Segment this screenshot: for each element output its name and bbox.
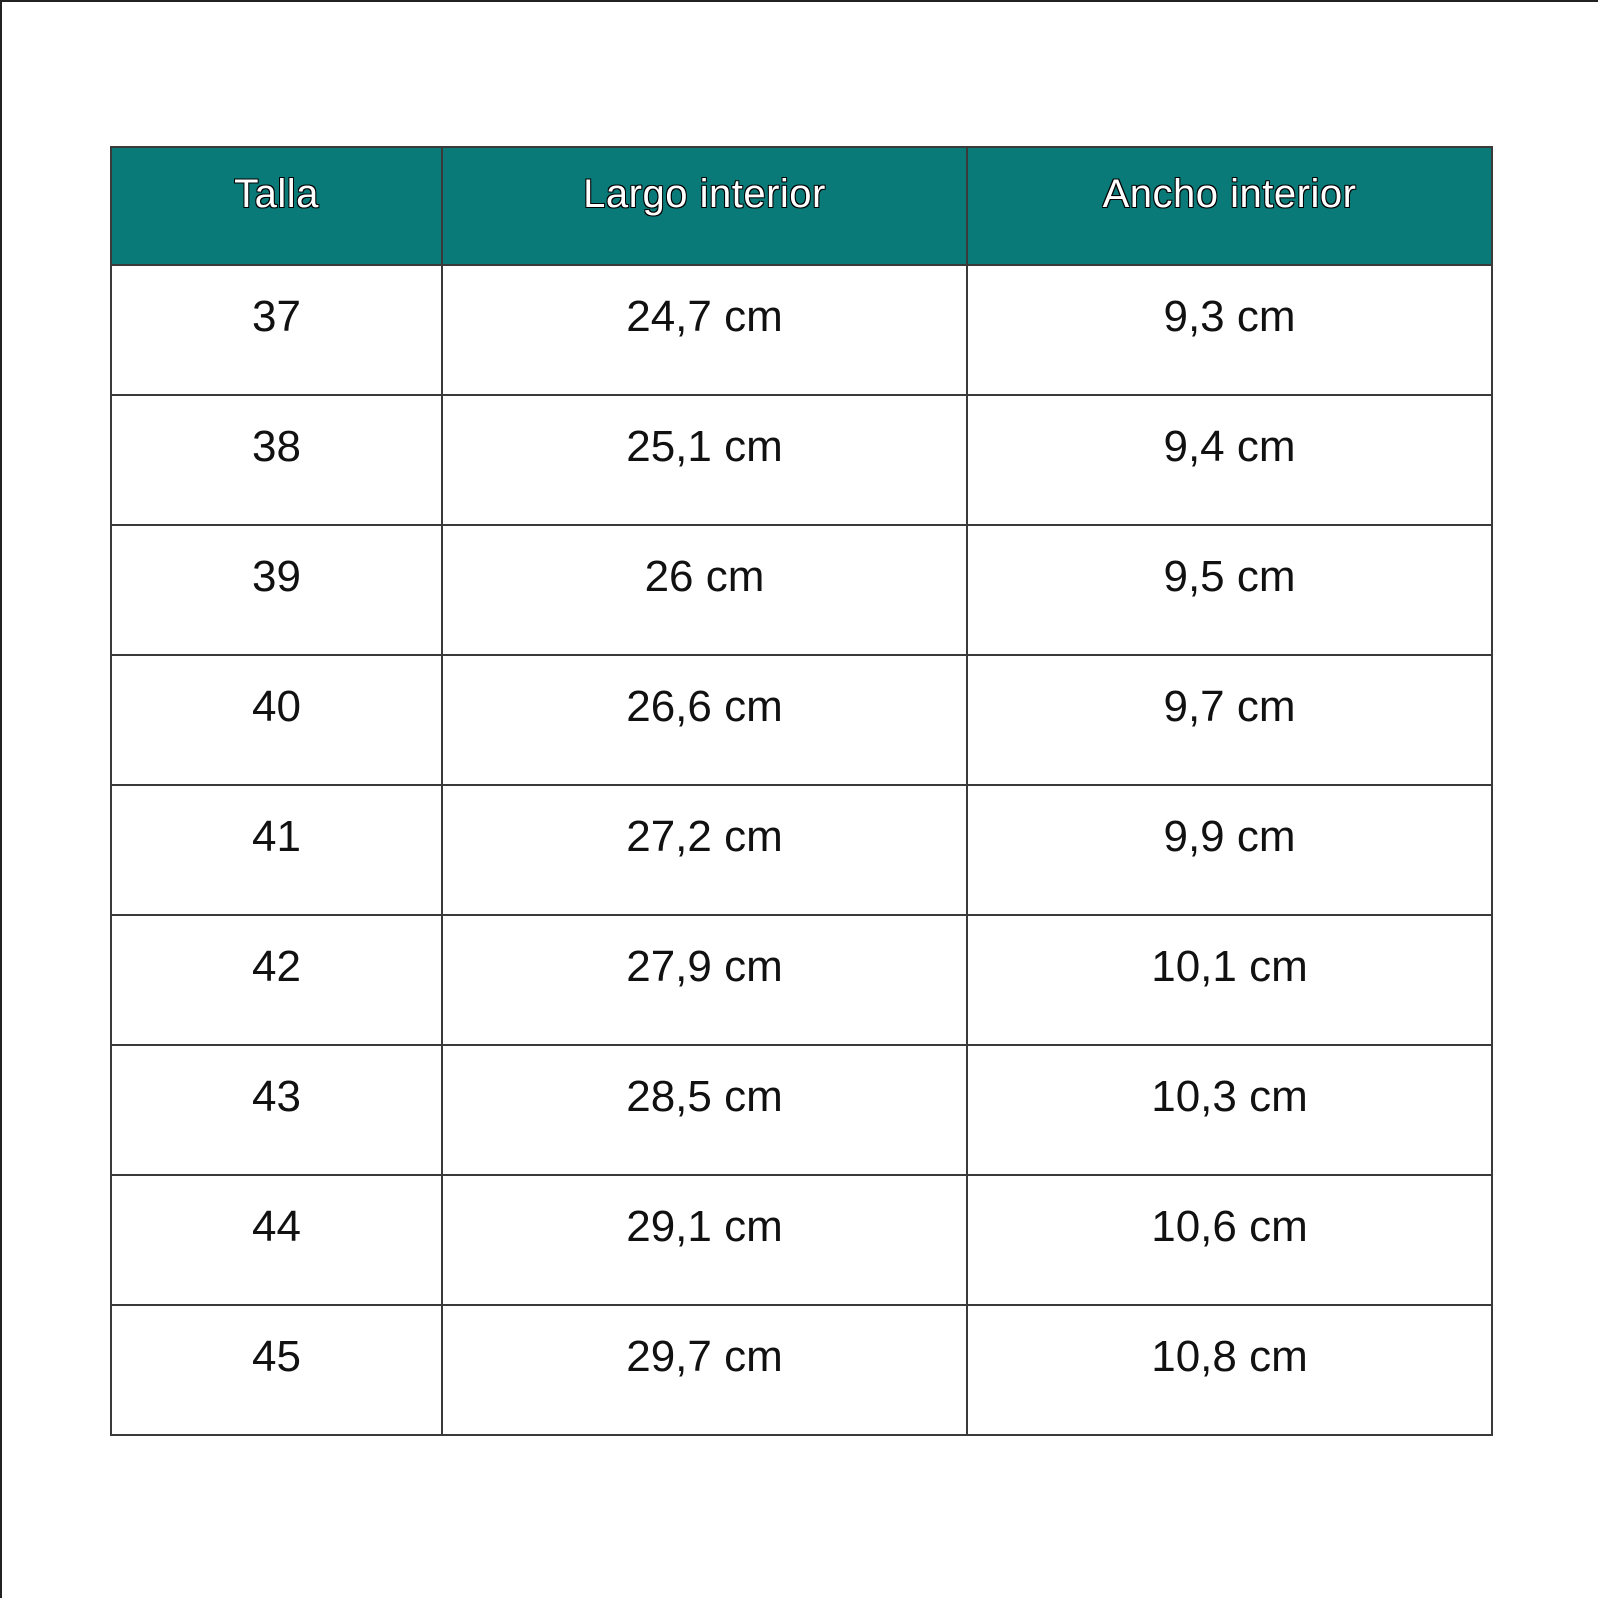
table-row [111,1305,1492,1435]
header-largo-interior: Largo interior [442,147,967,265]
cell-talla: 42 [111,915,442,1045]
cell-ancho: 9,9 cm [967,785,1492,915]
cell-largo: 28,5 cm [442,1045,967,1175]
cell-largo: 26,6 cm [442,655,967,785]
table-row [111,655,1492,785]
cell-talla: 39 [111,525,442,655]
cell-largo: 24,7 cm [442,265,967,395]
cell-largo: 27,2 cm [442,785,967,915]
table-row [111,395,1492,525]
cell-talla: 38 [111,395,442,525]
cell-ancho: 10,1 cm [967,915,1492,1045]
header-row [111,147,1492,265]
cell-largo: 25,1 cm [442,395,967,525]
cell-talla: 37 [111,265,442,395]
header-talla: Talla [111,147,442,265]
cell-talla: 44 [111,1175,442,1305]
table-row [111,915,1492,1045]
cell-largo: 29,7 cm [442,1305,967,1435]
table-row [111,525,1492,655]
cell-ancho: 9,7 cm [967,655,1492,785]
cell-ancho: 10,3 cm [967,1045,1492,1175]
cell-ancho: 10,6 cm [967,1175,1492,1305]
cell-largo: 29,1 cm [442,1175,967,1305]
table-row [111,785,1492,915]
cell-ancho: 10,8 cm [967,1305,1492,1435]
cell-ancho: 9,5 cm [967,525,1492,655]
cell-largo: 27,9 cm [442,915,967,1045]
table-body [111,265,1492,1435]
header-ancho-interior: Ancho interior [967,147,1492,265]
cell-talla: 41 [111,785,442,915]
cell-talla: 43 [111,1045,442,1175]
table-row [111,265,1492,395]
cell-ancho: 9,4 cm [967,395,1492,525]
cell-ancho: 9,3 cm [967,265,1492,395]
cell-talla: 40 [111,655,442,785]
table-header [111,147,1492,265]
table-row [111,1045,1492,1175]
cell-largo: 26 cm [442,525,967,655]
table-row [111,1175,1492,1305]
size-chart-table [110,146,1493,1436]
cell-talla: 45 [111,1305,442,1435]
